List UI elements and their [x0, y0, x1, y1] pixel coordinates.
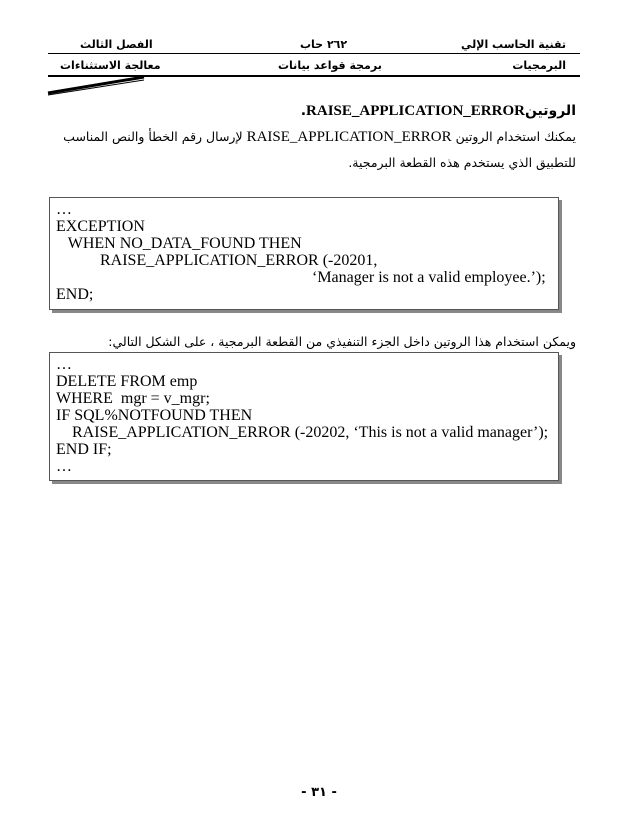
- code-line: WHEN NO_DATA_FOUND THEN: [56, 235, 302, 252]
- header-book-title: تقنية الحاسب الإلي: [461, 38, 566, 51]
- page-number: - ٣١ -: [301, 785, 337, 800]
- code-block-delete: [49, 352, 559, 481]
- intro-text-2: لإرسال رقم الخطأ والنص المناسب للتطبيق الذي يستخدم هذه القطعة البرمجية.: [63, 129, 576, 170]
- heading-routine-name: RAISE_APPLICATION_ERROR: [306, 103, 525, 119]
- code-line: RAISE_APPLICATION_ERROR (-20201,: [56, 252, 378, 269]
- header-chapter-title: معالجة الاستثناءات: [60, 59, 161, 72]
- code-line: …: [56, 458, 72, 475]
- intro-paragraph: [56, 124, 576, 176]
- heading-arabic: الروتين: [524, 103, 576, 119]
- code-line: RAISE_APPLICATION_ERROR (-20202, ‘This is not a valid manager’);: [56, 424, 549, 441]
- header-course-code: ٢٦٢ حاب: [300, 38, 348, 51]
- heading-dot: .: [300, 103, 307, 119]
- code-line: WHERE mgr = v_mgr;: [56, 390, 210, 407]
- code-line: END;: [56, 286, 94, 303]
- code-line: EXCEPTION: [56, 218, 145, 235]
- code-line: …: [56, 356, 72, 373]
- intro-routine-name: RAISE_APPLICATION_ERROR: [246, 129, 452, 145]
- code-line: END IF;: [56, 441, 112, 458]
- code-line: DELETE FROM emp: [56, 373, 198, 390]
- section-heading: [301, 103, 576, 120]
- intro-text-1: يمكنك استخدام الروتين: [455, 129, 576, 144]
- code-line: …: [56, 201, 72, 218]
- header-divider: [48, 53, 580, 54]
- code-line: IF SQL%NOTFOUND THEN: [56, 407, 253, 424]
- code-line: ‘Manager is not a valid employee.’);: [56, 269, 546, 286]
- code-block-exception: [49, 197, 559, 310]
- header-course-name: برمجة قواعد بيانات: [278, 59, 382, 72]
- header-department: البرمجيات: [512, 59, 566, 72]
- usage-paragraph: ويمكن استخدام هذا الروتين داخل الجزء التنفيذي من القطعة البرمجية ، على الشكل التالي:: [108, 334, 576, 349]
- header-chapter: الفصل الثالث: [80, 38, 153, 51]
- header-swoosh: [46, 76, 146, 96]
